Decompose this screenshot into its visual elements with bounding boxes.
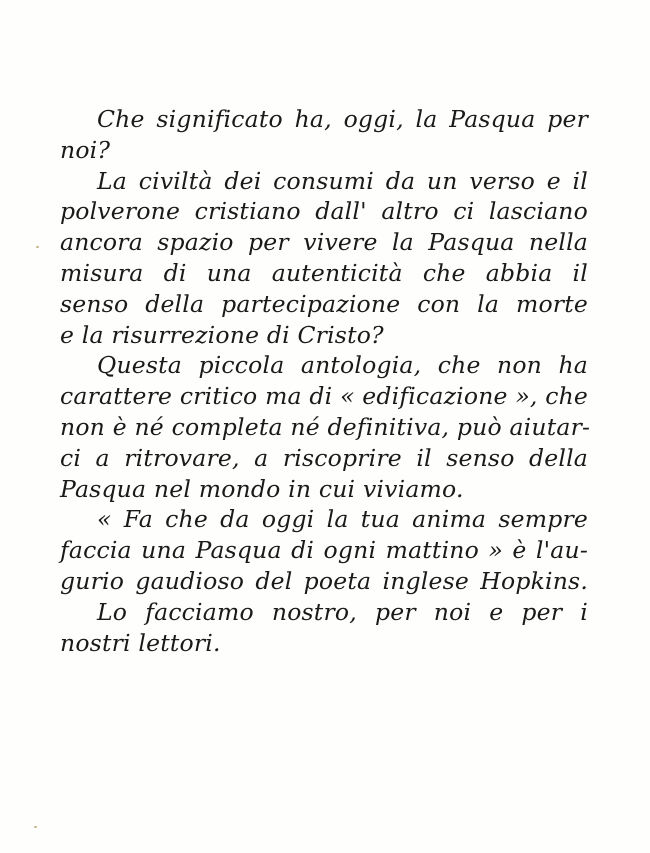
text-line: noi? [60,135,111,164]
text-line: gurio gaudioso del poeta inglese Hopkins. [60,566,588,595]
text-line: polverone cristiano dall' altro ci lasciano [60,197,588,226]
text-line: carattere critico ma di « edificazione », che [60,382,589,411]
text-line: senso della partecipazione con la morte [60,289,588,318]
text-line: faccia una Pasqua di ogni mattino » è l'au- [60,536,588,565]
text-line: ci a ritrovare, a riscoprire il senso della [60,443,588,472]
text-line: « Fa che da oggi la tua anima sempre [97,505,588,534]
text-line: Lo facciamo nostro, per noi e per i [97,597,588,626]
text-line: non è né completa né definitiva, può aiutar- [60,412,591,441]
paper-speck [36,246,39,248]
text-line: Questa piccola antologia, che non ha [97,351,588,380]
text-line: e la risurrezione di Cristo? [60,320,384,349]
text-line: Che significato ha, oggi, la Pasqua per [97,105,588,133]
text-line: Pasqua nel mondo in cui viviamo. [60,474,464,503]
body-text [60,104,591,658]
paper-speck [34,826,37,828]
text-line: ancora spazio per vivere la Pasqua nella [60,228,588,257]
text-line: misura di una autenticità che abbia il [60,258,588,287]
text-line: La civiltà dei consumi da un verso e il [97,166,588,195]
text-line: nostri lettori. [60,628,221,657]
